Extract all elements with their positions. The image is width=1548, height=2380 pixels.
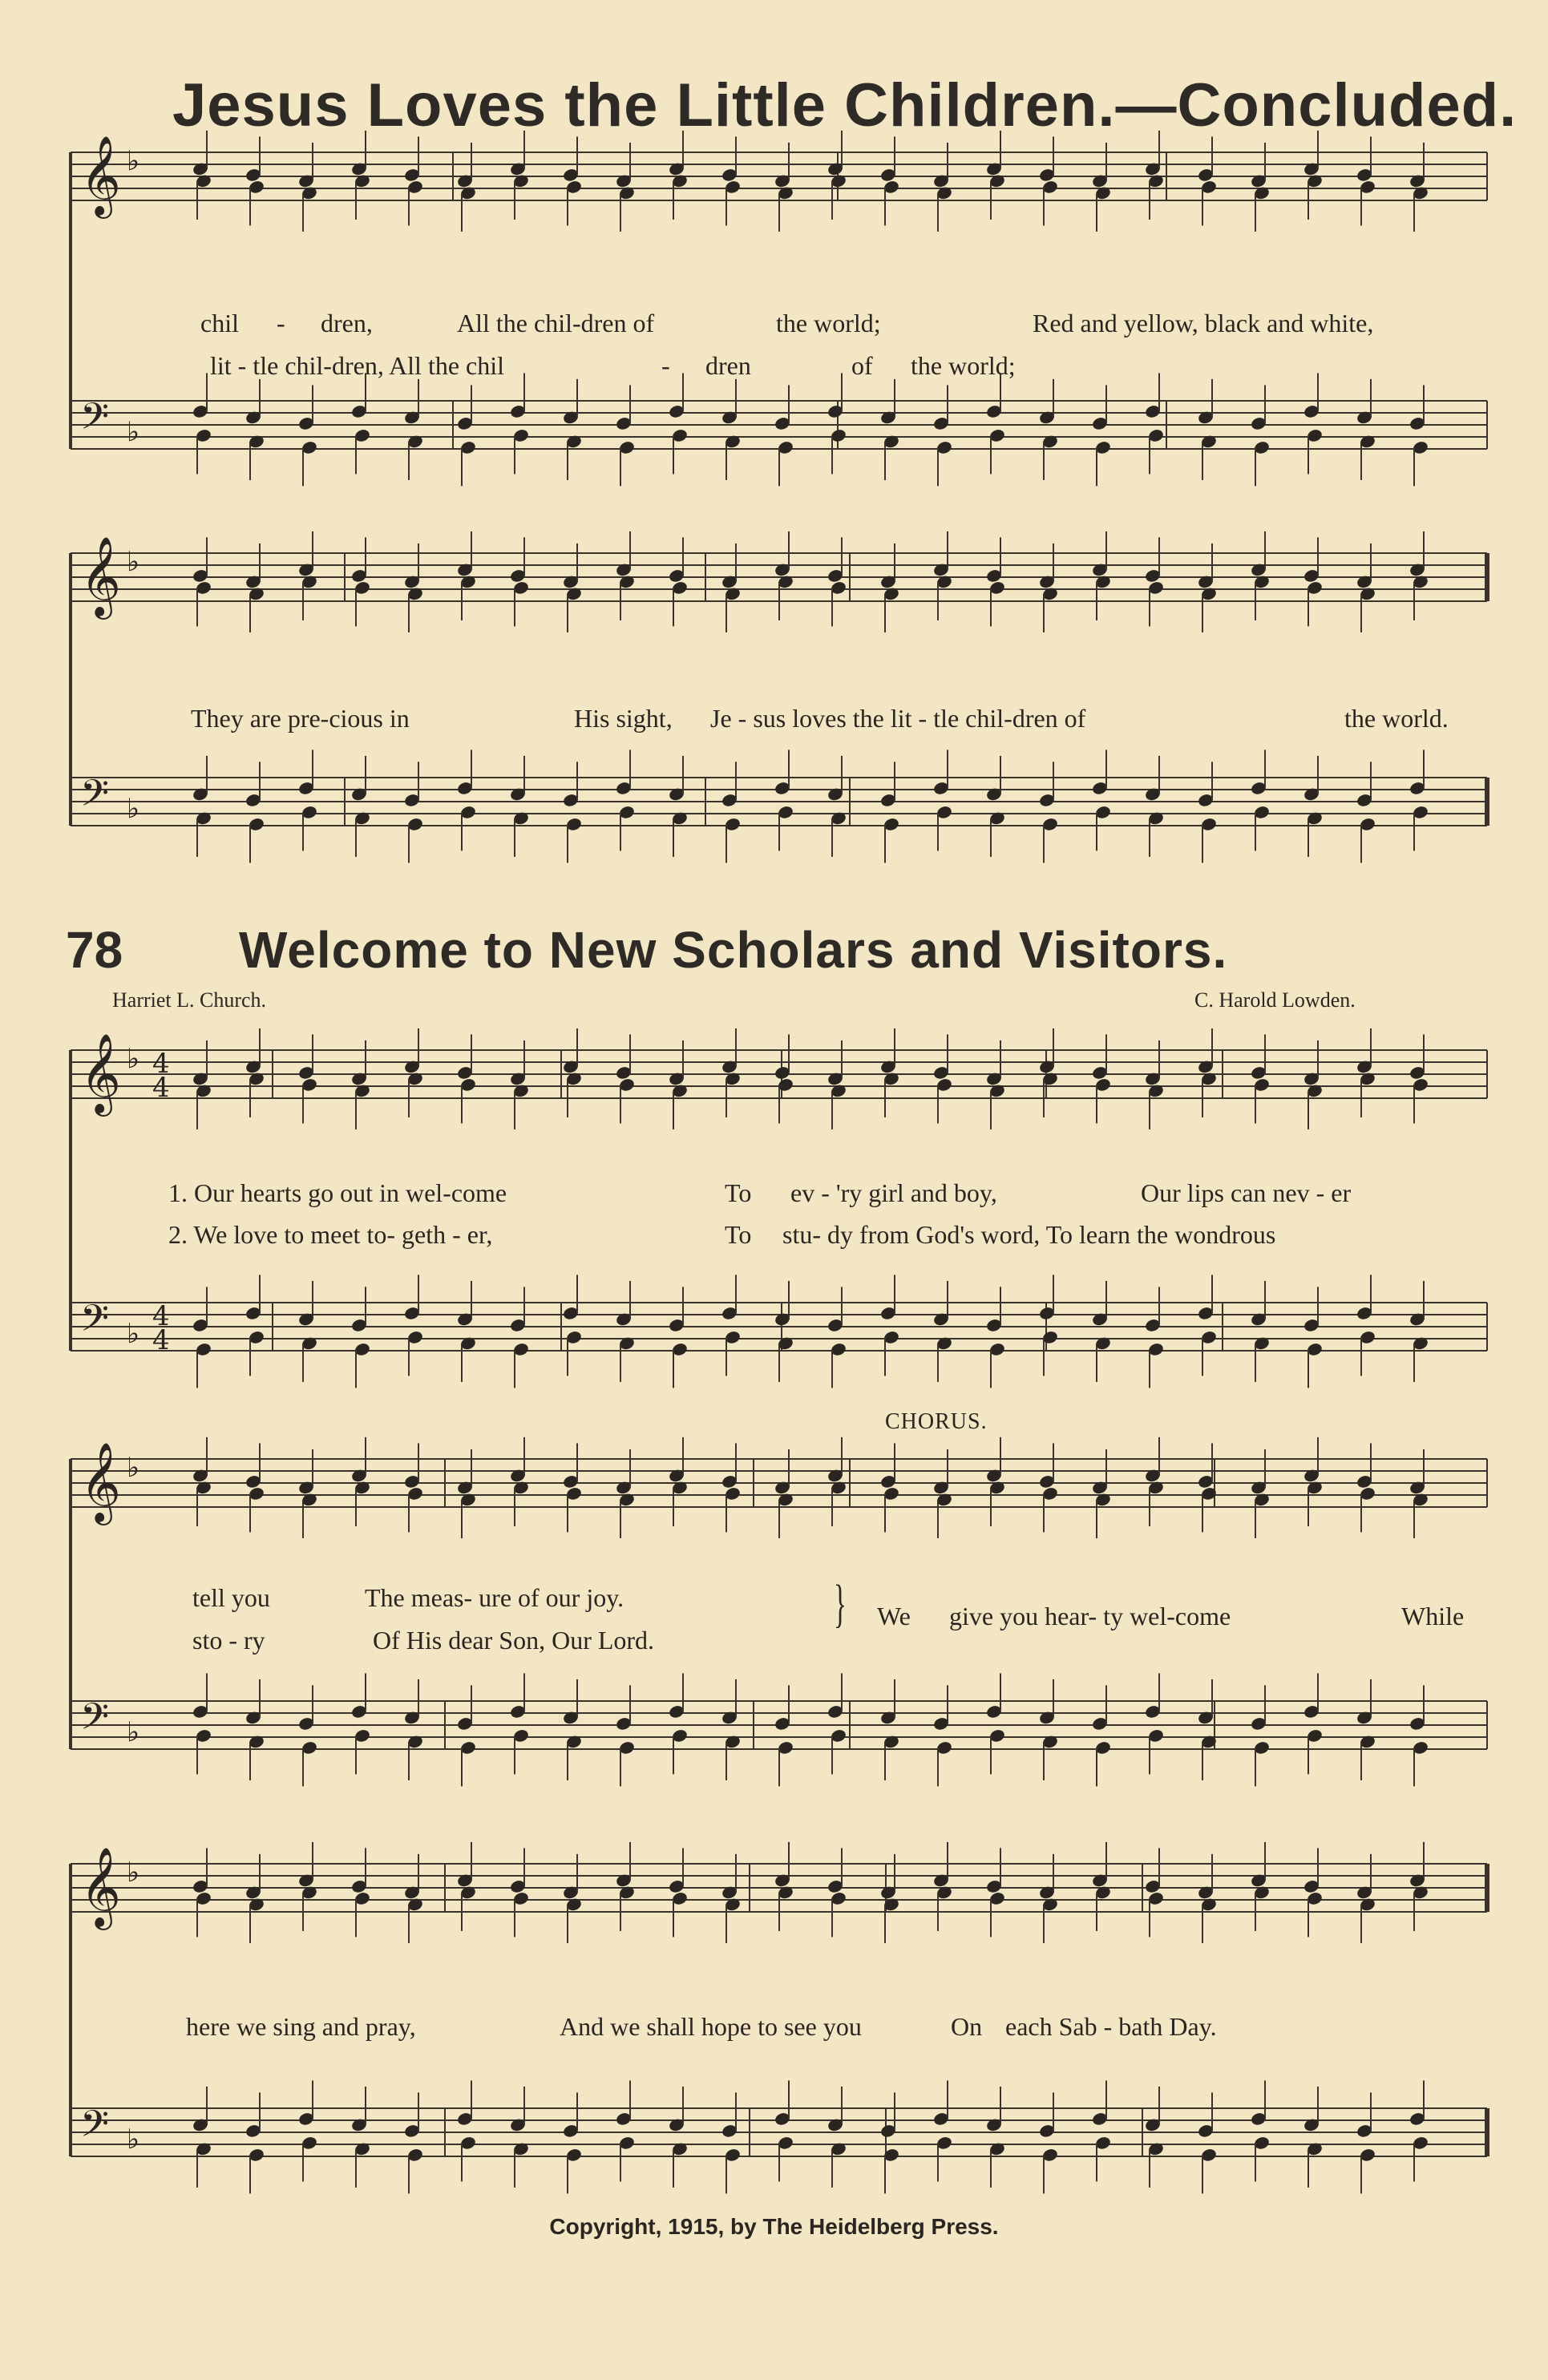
lyric-line: dren <box>705 351 751 380</box>
hymn-number: 78 <box>66 921 123 979</box>
time-signature-number: 4 <box>152 1324 170 1356</box>
treble-clef-icon: 𝄞 <box>80 1033 121 1113</box>
lyric-line: All the chil-dren of <box>457 309 655 337</box>
lyric-line: - <box>277 309 285 337</box>
bass-clef-icon: 𝄢 <box>80 1695 110 1748</box>
treble-clef-icon: 𝄞 <box>80 536 121 616</box>
lyric-line: give you hear- ty wel-come <box>949 1602 1231 1630</box>
bass-clef-icon: 𝄢 <box>80 2103 110 2155</box>
bass-clef-icon: 𝄢 <box>80 1297 110 1349</box>
lyric-line: Our lips can nev - er <box>1141 1178 1352 1207</box>
time-signature-number: 4 <box>152 1300 170 1332</box>
flat-key-signature-icon: ♭ <box>127 793 140 825</box>
lyric-line: They are pre-cious in <box>191 704 410 733</box>
flat-key-signature-icon: ♭ <box>127 1857 140 1889</box>
lyric-line: Of His dear Son, Our Lord. <box>373 1626 655 1655</box>
lyric-line: sto - ry <box>192 1626 265 1655</box>
lyric-line: stu- dy from God's word, To learn the wondrous <box>782 1220 1276 1249</box>
chorus-label: CHORUS. <box>885 1409 988 1434</box>
flat-key-signature-icon: ♭ <box>127 145 140 177</box>
copyright-notice: Copyright, 1915, by The Heidelberg Press. <box>549 2214 999 2239</box>
lyric-line: each Sab - bath Day. <box>1005 2012 1217 2041</box>
lyric-line: the world. <box>1344 704 1449 733</box>
lyric-line: 2. We love to meet to- geth - er, <box>168 1220 493 1249</box>
lyric-line: Red and yellow, black and white, <box>1033 309 1374 337</box>
lyric-line: ev - 'ry girl and boy, <box>790 1178 997 1207</box>
verse-brace: } <box>834 1574 847 1633</box>
lyric-line: To <box>725 1178 752 1207</box>
lyric-line: dren, <box>321 309 373 337</box>
lyric-line: The meas- ure of our joy. <box>365 1583 624 1612</box>
flat-key-signature-icon: ♭ <box>127 2123 140 2156</box>
treble-clef-icon: 𝄞 <box>80 1847 121 1927</box>
lyric-line: And we shall hope to see you <box>560 2012 862 2041</box>
lyric-line: here we sing and pray, <box>186 2012 416 2041</box>
page-title: Jesus Loves the Little Children.—Concluded. <box>172 71 1518 139</box>
lyric-line: chil <box>200 309 239 337</box>
lyric-line: tell you <box>192 1583 270 1612</box>
time-signature-number: 4 <box>152 1072 170 1104</box>
lyric-line: While <box>1401 1602 1465 1630</box>
flat-key-signature-icon: ♭ <box>127 1043 140 1075</box>
time-signature-number: 4 <box>152 1048 170 1080</box>
lyric-line: We <box>877 1602 911 1630</box>
treble-clef-icon: 𝄞 <box>80 135 121 216</box>
lyric-line: Je - sus loves the lit - tle chil-dren of <box>710 704 1086 733</box>
lyric-line: lit - tle chil-dren, All the chil <box>210 351 505 380</box>
flat-key-signature-icon: ♭ <box>127 1452 140 1484</box>
lyric-line: To <box>725 1220 752 1249</box>
lyric-line: the world; <box>776 309 881 337</box>
lyric-line: 1. Our hearts go out in wel-come <box>168 1178 507 1207</box>
treble-clef-icon: 𝄞 <box>80 1442 121 1522</box>
lyric-line: the world; <box>911 351 1016 380</box>
lyric-line: - <box>661 351 670 380</box>
lyric-line: of <box>851 351 873 380</box>
flat-key-signature-icon: ♭ <box>127 546 140 578</box>
bass-clef-icon: 𝄢 <box>80 772 110 824</box>
flat-key-signature-icon: ♭ <box>127 416 140 448</box>
flat-key-signature-icon: ♭ <box>127 1716 140 1748</box>
lyric-line: On <box>951 2012 983 2041</box>
lyric-line: His sight, <box>574 704 673 733</box>
hymn-title: Welcome to New Scholars and Visitors. <box>239 921 1228 979</box>
lyricist-credit: Harriet L. Church. <box>112 988 267 1012</box>
flat-key-signature-icon: ♭ <box>127 1318 140 1350</box>
composer-credit: C. Harold Lowden. <box>1194 988 1356 1012</box>
bass-clef-icon: 𝄢 <box>80 395 110 447</box>
